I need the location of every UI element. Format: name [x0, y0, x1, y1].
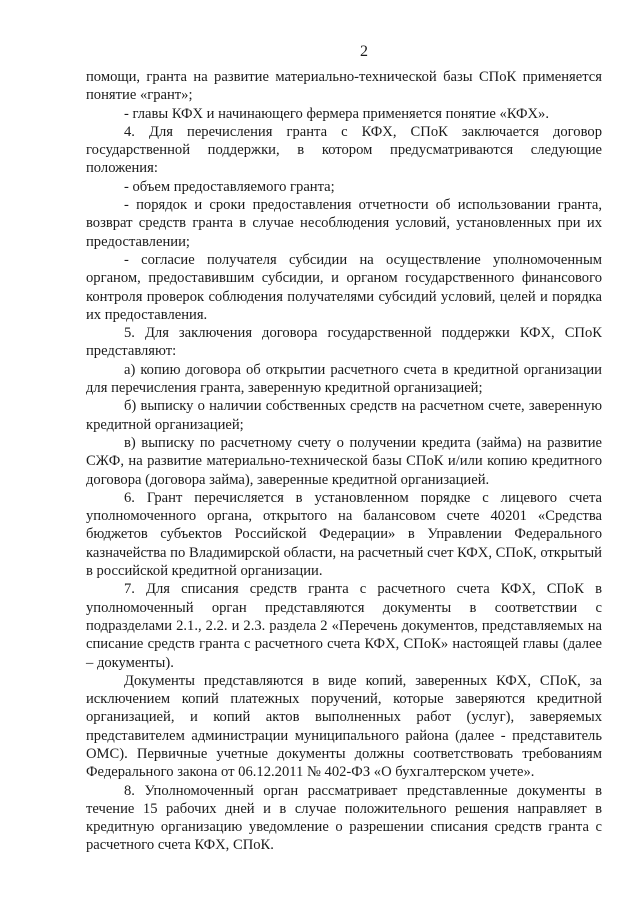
paragraph: б) выписку о наличии собственных средств на расчетном счете, заверенную кредитной организацией; [86, 398, 602, 433]
paragraph: - порядок и сроки предоставления отчетности об использовании гранта, возврат средств гранта в случае несоблюдения условий, установленных при их предоставлении; [86, 197, 602, 250]
document-body [86, 68, 602, 855]
paragraph: - главы КФХ и начинающего фермера применяется понятие «КФХ». [124, 105, 549, 122]
paragraph: - согласие получателя субсидии на осуществление уполномоченным органом, предоставившим субсидии, и органом государственного финансового контроля проверок соблюдения получателями субсидий условий, целей и порядка их предоставления. [86, 251, 602, 323]
paragraph: помощи, гранта на развитие материально-технической базы СПоК применяется понятие «грант»; [86, 69, 602, 104]
paragraph: 8. Уполномоченный орган рассматривает представленные документы в течение 15 рабочих дней и в случае положительного решения направляет в кредитную организацию уведомление о разрешении списания средств гранта с расчетного счета КФХ, СПоК. [86, 782, 602, 854]
paragraph: 6. Грант перечисляется в установленном порядке с лицевого счета уполномоченного органа, открытого на балансовом счете 40201 «Средства бюджетов субъектов Российской Федерации» в Управлении Федерального казначейства по Владимирской области, на расчетный счет КФХ, СПоК, открытый в российской кредитной организации. [86, 489, 602, 580]
paragraph: 4. Для перечисления гранта с КФХ, СПоК заключается договор государственной поддержки, в котором предусматриваются следующие положения: [86, 123, 602, 177]
paragraph: Документы представляются в виде копий, заверенных КФХ, СПоК, за исключением копий платежных поручений, которые заверяются кредитной организацией, и копий актов выполненных работ (услуг), заверяемых представителем администрации муниципального района (далее - представитель ОМС). Первичные учетные документы должны соответствовать требованиям Федерального закона от 06.12.2011 № 402-ФЗ «О бухгалтерском учете». [86, 672, 602, 781]
page-number: 2 [360, 43, 368, 60]
paragraph: 7. Для списания средств гранта с расчетного счета КФХ, СПоК в уполномоченный орган представляются документы в соответствии с подразделами 2.1., 2.2. и 2.3. раздела 2 «Перечень документов, представляемых на списание средств гранта с расчетного счета КФХ, СПоК» настоящей главы (далее – документы). [86, 581, 602, 671]
paragraph: 5. Для заключения договора государственной поддержки КФХ, СПоК представляют: [86, 325, 602, 360]
paragraph: а) копию договора об открытии расчетного счета в кредитной организации для перечисления гранта, заверенную кредитной организацией; [86, 361, 602, 397]
paragraph: - объем предоставляемого гранта; [124, 178, 335, 195]
paragraph: в) выписку по расчетному счету о получении кредита (займа) на развитие СЖФ, на развитие материально-технической базы СПоК и/или копию кредитного договора (договора займа), заверенные кредитной организацией. [86, 434, 602, 488]
